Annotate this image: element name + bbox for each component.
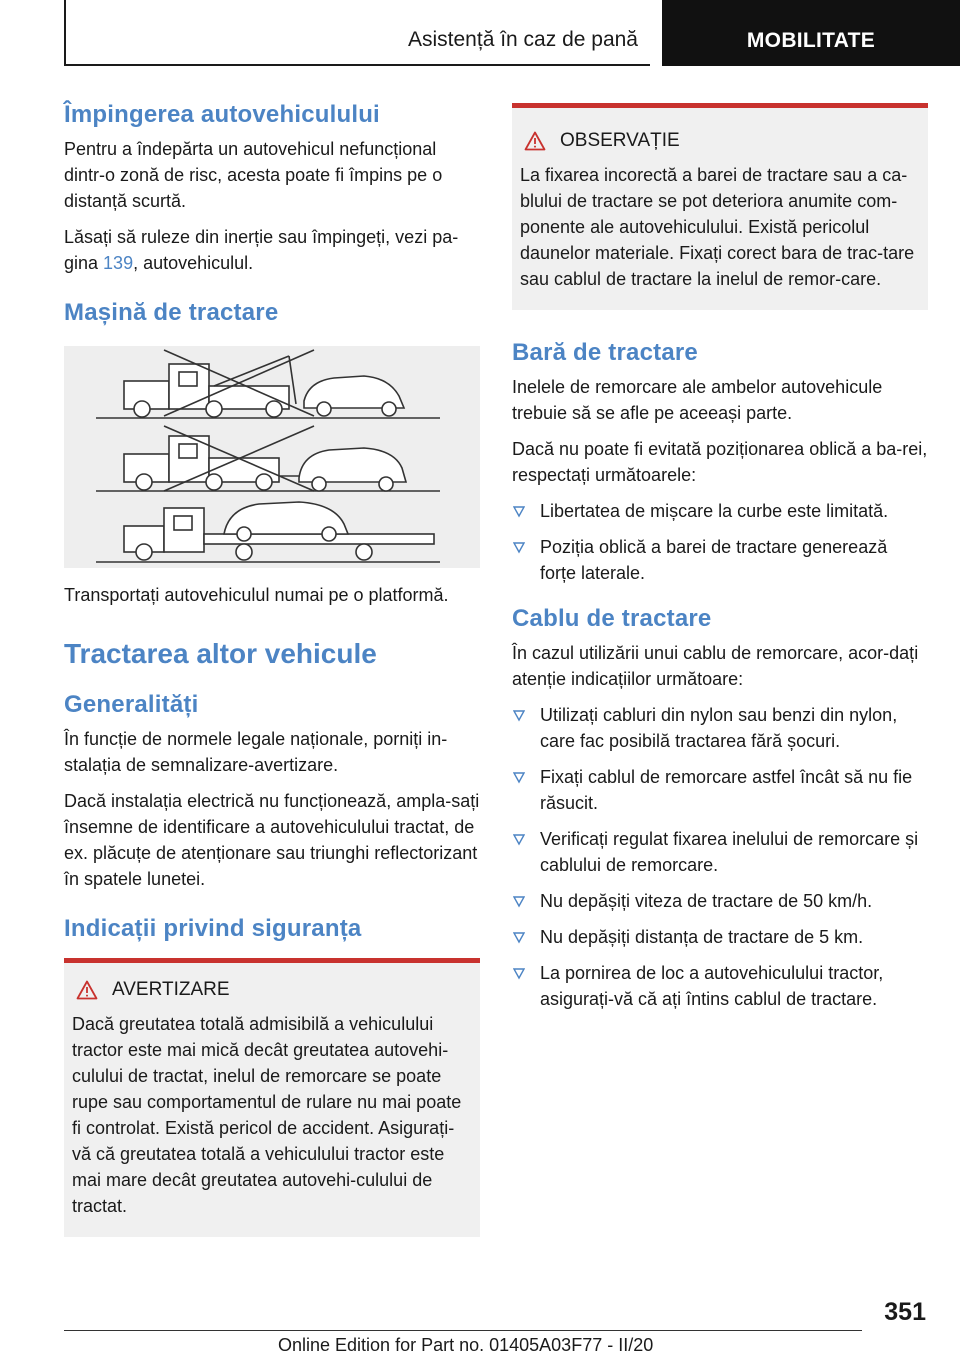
heading-tow-bar: Bară de tractare [512, 339, 698, 366]
right-column [512, 103, 928, 1022]
warning-title-row [72, 979, 472, 1001]
bullet-triangle-icon [513, 772, 525, 784]
bullet-triangle-icon [513, 932, 525, 944]
towing-illustration [64, 346, 480, 568]
figure-caption: Transportați autovehiculul numai pe o platformă. [64, 585, 449, 605]
notice-title-row [520, 130, 920, 152]
warning-text: Dacă greutatea totală admisibilă a vehiculului tractor este mai mică decât greutatea autovehi-culului de tractat, inelul de remorcare se poate rupe sau comportamentul de rulare nu mai poate fi controlat. Există pericol de accident. Asigurați-vă că greutatea totală a vehiculului tractor este mai mare decât greutatea autovehi-culului de tractat. [72, 1014, 462, 1216]
notice-box [512, 103, 928, 310]
paragraph-push-2-text-a: Lăsați să ruleze din inerție sau împingeți, vezi pa-gina [64, 227, 459, 273]
warning-triangle-icon [76, 980, 98, 1000]
heading-tow-others: Tractarea altor vehicule [64, 638, 377, 669]
footer-divider [64, 1330, 862, 1331]
paragraph-push-2-text-b: , autovehiculul. [133, 253, 254, 273]
paragraph-bar-2: Dacă nu poate fi evitată poziționarea oblică a ba-rei, respectați următoarele: [512, 439, 928, 485]
cable-list [512, 702, 928, 1012]
paragraph-bar-1: Inelele de remorcare ale ambelor autovehicule trebuie să se afle pe aceeași parte. [512, 377, 883, 423]
paragraph-push-2 [64, 224, 480, 276]
towing-methods-drawing [64, 346, 480, 568]
bar-item-text: Poziția oblică a barei de tractare generează forțe laterale. [540, 537, 888, 583]
cable-item-text: Verificați regulat fixarea inelului de remorcare și cablului de remorcare. [540, 829, 919, 875]
warning-box [64, 958, 480, 1237]
page-link-139[interactable]: 139 [103, 253, 134, 273]
paragraph-push-1: Pentru a îndepărta un autovehicul nefuncțional dintr-o zonă de risc, acesta poate fi împins pe o distanță scurtă. [64, 139, 443, 211]
notice-triangle-icon [524, 131, 546, 151]
bullet-triangle-icon [513, 710, 525, 722]
list-item [512, 498, 928, 524]
list-item [512, 826, 928, 878]
paragraph-general-2: Dacă instalația electrică nu funcționează, ampla-sați însemne de identificare a autovehiculului tractat, de ex. plăcuțe de atenționare sau triunghi reflectorizant în spatele lunetei. [64, 791, 480, 889]
header-chapter-tab: MOBILITATE [662, 0, 960, 66]
cable-item-text: Utilizați cabluri din nylon sau benzi din nylon, care fac posibilă tractarea fără șocuri. [540, 705, 898, 751]
notice-title: OBSERVAȚIE [560, 130, 680, 151]
paragraph-cable: În cazul utilizării unui cablu de remorcare, acor-dați atenție indicațiilor următoare: [512, 643, 919, 689]
heading-tow-cable: Cablu de tractare [512, 605, 712, 632]
notice-text: La fixarea incorectă a barei de tractare sau a ca-blului de tractare se pot deteriora anumite com-ponente ale autovehiculului. Există pericolul daunelor materiale. Fixați corect bara de trac-tare sau cablul de tractare la inelul de remor-care. [520, 165, 915, 289]
cable-item-text: La pornirea de loc a autovehiculului tractor, asigurați-vă că ați întins cablul de tractare. [540, 963, 884, 1009]
bar-item-text: Libertatea de mișcare la curbe este limitată. [540, 501, 889, 521]
heading-tow-vehicle: Mașină de tractare [64, 299, 279, 326]
cable-item-text: Nu depășiți viteza de tractare de 50 km/h. [540, 891, 873, 911]
bullet-triangle-icon [513, 834, 525, 846]
heading-general: Generalități [64, 691, 199, 718]
header-section-title: Asistență în caz de pană [408, 28, 638, 51]
list-item [512, 702, 928, 754]
cable-item-text: Fixați cablul de remorcare astfel încât să nu fie răsucit. [540, 767, 913, 813]
cable-item-text: Nu depășiți distanța de tractare de 5 km. [540, 927, 864, 947]
page-number: 351 [884, 1298, 926, 1326]
heading-push: Împingerea autovehiculului [64, 101, 380, 128]
bar-list [512, 498, 928, 586]
left-column [64, 100, 480, 1237]
bullet-triangle-icon [513, 896, 525, 908]
warning-title: AVERTIZARE [112, 979, 230, 1000]
list-item [512, 960, 928, 1012]
list-item [512, 764, 928, 816]
footer-edition: Online Edition for Part no. 01405A03F77 - II/20 [278, 1335, 654, 1355]
bullet-triangle-icon [513, 506, 525, 518]
list-item [512, 888, 928, 914]
page-header [0, 0, 960, 66]
bullet-triangle-icon [513, 968, 525, 980]
paragraph-general-1: În funcție de normele legale naționale, porniți in-stalația de semnalizare-avertizare. [64, 729, 448, 775]
list-item [512, 924, 928, 950]
bullet-triangle-icon [513, 542, 525, 554]
heading-safety: Indicații privind siguranța [64, 915, 362, 942]
list-item [512, 534, 928, 586]
